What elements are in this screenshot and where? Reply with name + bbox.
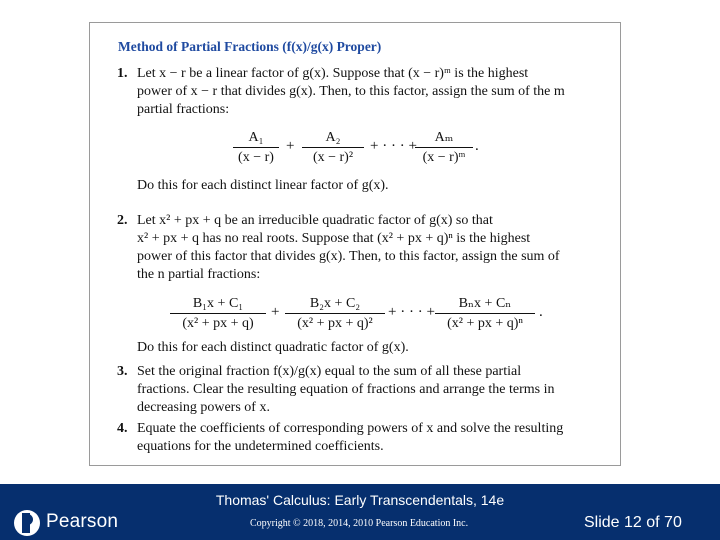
step-2-number: 2. [117, 213, 128, 228]
step-1-line-1: Let x − r be a linear factor of g(x). Suppose that (x − r)ᵐ is the highest [137, 66, 529, 81]
step-1-number: 1. [117, 66, 128, 81]
formula-2-term-n: Bₙx + Cₙ (x² + px + q)ⁿ [435, 295, 535, 332]
formula-1-term-m: Aₘ (x − r)ᵐ [415, 129, 473, 166]
box-title: Method of Partial Fractions (f(x)/g(x) Proper) [118, 39, 382, 54]
step-3-line-1: Set the original fraction f(x)/g(x) equal to the sum of all these partial [137, 364, 522, 379]
footer-copyright: Copyright © 2018, 2014, 2010 Pearson Education Inc. [250, 518, 469, 529]
step-4-line-1: Equate the coefficients of corresponding powers of x and solve the resulting [137, 421, 564, 436]
formula-2-plus: + [271, 304, 280, 320]
step-3-line-3: decreasing powers of x. [137, 400, 270, 415]
formula-1-ellipsis: + · · · + [370, 138, 417, 154]
step-2-line-4: the n partial fractions: [137, 267, 261, 282]
formula-2-term-2: B₂x + C₂ (x² + px + q)² [285, 295, 385, 332]
formula-2-ellipsis: + · · · + [388, 304, 435, 320]
formula-2-end: . [539, 304, 543, 320]
step-2-line-1: Let x² + px + q be an irreducible quadratic factor of g(x) so that [137, 213, 493, 228]
step-4-line-2: equations for the undetermined coefficients. [137, 439, 384, 454]
formula-2-term-1: B₁x + C₁ (x² + px + q) [170, 295, 266, 332]
content-box [89, 22, 621, 466]
step-2-line-3: power of this factor that divides g(x). Then, to this factor, assign the sum of [137, 249, 560, 264]
step-1-after: Do this for each distinct linear factor of g(x). [137, 178, 389, 193]
step-1-line-3: partial fractions: [137, 102, 230, 117]
pearson-logo-text: Pearson [46, 511, 119, 532]
slide-number: Slide 12 of 70 [584, 514, 682, 531]
step-4-number: 4. [117, 421, 128, 436]
footer-book-title: Thomas' Calculus: Early Transcendentals, 14e [215, 492, 505, 508]
step-3-number: 3. [117, 364, 128, 379]
pearson-logo-icon [14, 510, 40, 536]
formula-1-end: . [475, 138, 479, 154]
step-3-line-2: fractions. Clear the resulting equation of fractions and arrange the terms in [137, 382, 555, 397]
step-1-line-2: power of x − r that divides g(x). Then, to this factor, assign the sum of the m [137, 84, 565, 99]
formula-1-term-2: A₂ (x − r)² [302, 129, 364, 166]
step-2-after: Do this for each distinct quadratic factor of g(x). [137, 340, 409, 355]
formula-1-term-1: A₁ (x − r) [233, 129, 279, 166]
step-2-line-2: x² + px + q has no real roots. Suppose that (x² + px + q)ⁿ is the highest [137, 231, 531, 246]
formula-1-plus: + [286, 138, 295, 154]
